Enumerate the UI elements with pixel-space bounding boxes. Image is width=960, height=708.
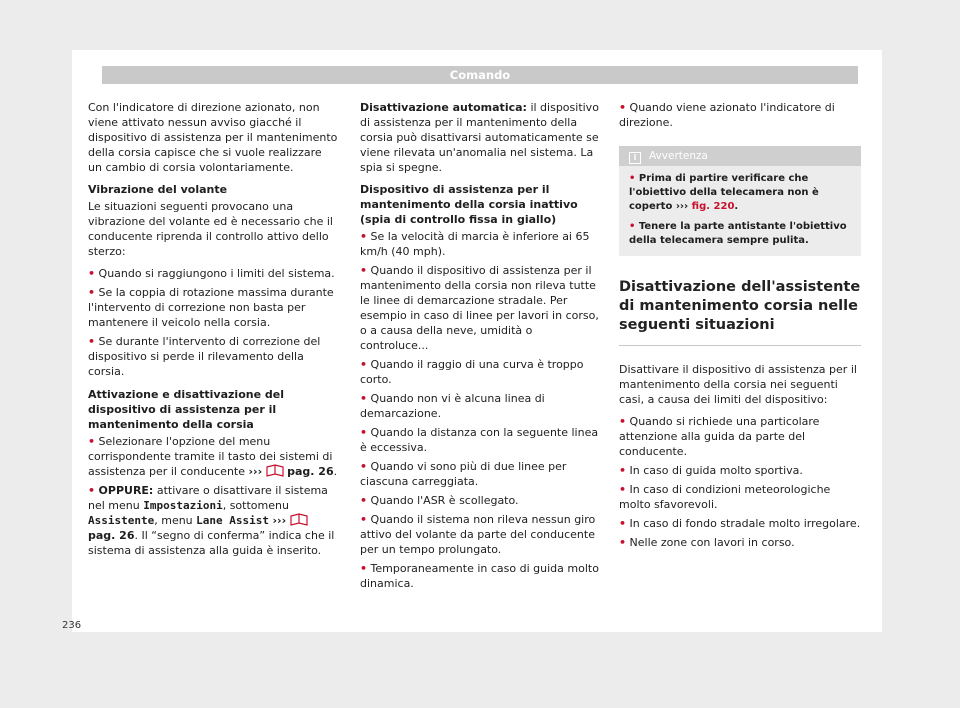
list-item: • Quando il sistema non rileva nessun giro attivo del volante da parte del conducente per un tempo prolungato. (360, 513, 596, 556)
book-icon (266, 464, 284, 477)
list-item: • OPPURE: attivare o disattivare il sistema nel menu Impostazioni, sottomenu Assistente, menu Lane Assist ››› pag. 26. Il “segno di conferma” indica che il sistema di assistenza alla guida è inserito. (88, 484, 335, 557)
bullet-icon: • (629, 173, 636, 184)
bullet-icon: • (360, 562, 368, 575)
warning-header: i Avvertenza (619, 146, 861, 166)
list-item: • Quando l'ASR è scollegato. (360, 494, 519, 507)
list-item: • Quando si raggiungono i limiti del sistema. (88, 267, 335, 280)
list-item: • Temporaneamente in caso di guida molto dinamica. (360, 562, 599, 590)
manual-page (72, 50, 882, 632)
list-item: • Nelle zone con lavori in corso. (619, 536, 795, 549)
menu-option-name: Lane Assist (196, 514, 270, 527)
bullet-icon: • (619, 101, 627, 114)
list-item: • Se la coppia di rotazione massima durante l'intervento di correzione non basta per mantenere il veicolo nella corsia. (88, 286, 334, 329)
bullet-icon: • (619, 517, 627, 530)
bullet-icon: • (88, 267, 96, 280)
bullet-icon: • (360, 513, 368, 526)
column-middle (360, 100, 602, 595)
book-icon (290, 513, 308, 526)
list-item: • Quando si richiede una particolare attenzione alla guida da parte del conducente. (619, 415, 820, 458)
bullet-icon: • (88, 335, 96, 348)
bullet-icon: • (360, 392, 368, 405)
info-icon: i (629, 152, 641, 164)
page-reference-link[interactable]: pag. 26 (287, 465, 334, 478)
bullet-icon: • (360, 358, 368, 371)
section-text: Disattivare il dispositivo di assistenza per il mantenimento della corsia nei seguenti casi, a causa dei limiti del dispositivo: (619, 363, 857, 406)
list-item: • Se durante l'intervento di correzione del dispositivo si perde il rilevamento della corsia. (88, 335, 321, 378)
bullet-icon: • (629, 221, 636, 232)
warning-box (619, 146, 861, 256)
bullet-icon: • (88, 484, 96, 497)
list-item: • In caso di condizioni meteorologiche molto sfavorevoli. (619, 483, 831, 511)
list-item: • Quando viene azionato l'indicatore di direzione. (619, 101, 835, 129)
bullet-icon: • (360, 494, 368, 507)
bullet-icon: • (360, 460, 368, 473)
column-left (88, 100, 338, 562)
figure-reference-link[interactable]: fig. 220 (691, 201, 735, 212)
bullet-icon: • (360, 426, 368, 439)
bullet-icon: • (360, 230, 368, 243)
chapter-header: Comando (102, 66, 858, 84)
page-reference-link[interactable]: pag. 26 (88, 529, 135, 542)
bullet-icon: • (88, 286, 96, 299)
list-item: • Quando il dispositivo di assistenza per il mantenimento della corsia non rileva tutte le linee di demarcazione stradale. Per esempio in caso di linee per lavori in corso, o a causa della neve, umidità o controluce... (360, 264, 599, 352)
warning-item: • Prima di partire verificare che l'obiettivo della telecamera non è coperto ››› fig. 220. (629, 173, 819, 212)
auto-deactivation-paragraph: Disattivazione automatica: il dispositivo di assistenza per il mantenimento della corsia può disattivarsi automaticamente se viene rilevata un'anomalia nel sistema. La spia si spegne. (360, 101, 599, 174)
bullet-icon: • (619, 536, 627, 549)
warning-item: • Tenere la parte antistante l'obiettivo della telecamera sempre pulita. (629, 221, 847, 246)
list-item: • Quando vi sono più di due linee per ciascuna carreggiata. (360, 460, 567, 488)
list-item: • Selezionare l'opzione del menu corrispondente tramite il tasto dei sistemi di assistenza per il conducente ››› pag. 26. (88, 435, 338, 478)
bullet-icon: • (619, 483, 627, 496)
bullet-icon: • (619, 464, 627, 477)
section-title: Disattivazione dell'assistente di mantenimento corsia nelle seguenti situazioni (619, 278, 861, 346)
bullet-icon: • (88, 435, 96, 448)
list-item: • In caso di fondo stradale molto irregolare. (619, 517, 861, 530)
list-item: • In caso di guida molto sportiva. (619, 464, 803, 477)
column-right (619, 100, 861, 554)
bullet-icon: • (619, 415, 627, 428)
list-item: • Quando non vi è alcuna linea di demarcazione. (360, 392, 545, 420)
vibration-text: Le situazioni seguenti provocano una vibrazione del volante ed è necessario che il conducente riprenda il controllo attivo dello sterzo: (88, 200, 333, 258)
list-item: • Quando il raggio di una curva è troppo corto. (360, 358, 584, 386)
page-number: 236 (62, 620, 82, 631)
bullet-icon: • (360, 264, 368, 277)
list-item: • Quando la distanza con la seguente linea è eccessiva. (360, 426, 599, 454)
vibration-heading: Vibrazione del volante (88, 183, 228, 196)
menu-name: Impostazioni (143, 499, 223, 512)
submenu-name: Assistente (88, 514, 155, 527)
activation-heading: Attivazione e disattivazione del dispositivo di assistenza per il mantenimento della corsia (88, 388, 284, 431)
intro-paragraph: Con l'indicatore di direzione azionato, non viene attivato nessun avviso giacché il dispositivo di assistenza per il mantenimento della corsia capisce che si vuole realizzare un cambio di corsia volontariamente. (88, 101, 338, 174)
list-item: • Se la velocità di marcia è inferiore ai 65 km/h (40 mph). (360, 230, 590, 258)
inactive-heading: Dispositivo di assistenza per il mantenimento della corsia inattivo (spia di controllo fissa in giallo) (360, 183, 578, 226)
